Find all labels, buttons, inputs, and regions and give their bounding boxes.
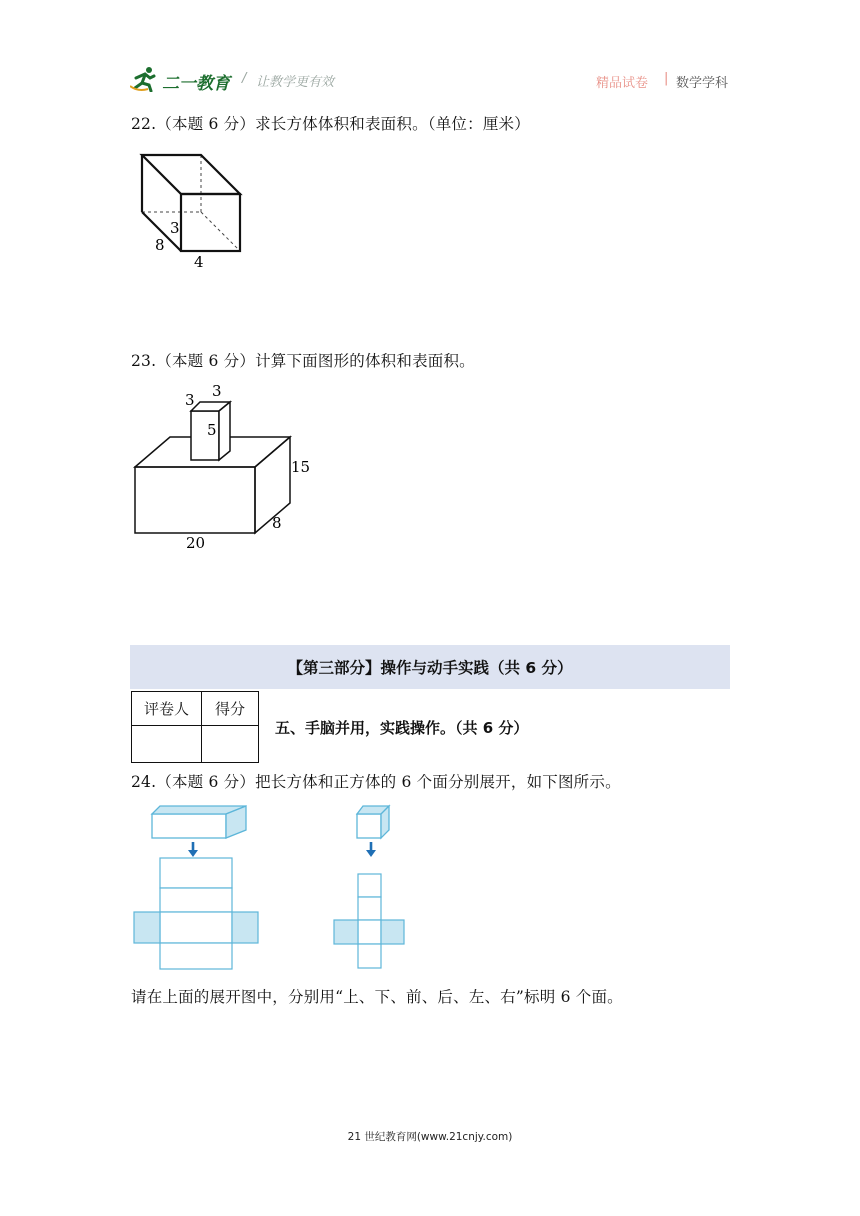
cube-net xyxy=(334,874,404,968)
grader-header-score: 得分 xyxy=(202,692,259,726)
cube-3d xyxy=(357,806,389,838)
arrow-down-icon xyxy=(366,842,376,857)
q23-label-small-left: 3 xyxy=(185,391,195,409)
cuboid-3d xyxy=(152,806,246,838)
grader-table xyxy=(131,691,259,763)
question-23-text: 23.（本题 6 分）计算下面图形的体积和表面积。 xyxy=(131,352,475,370)
q23-label-small-top: 3 xyxy=(212,382,222,400)
q24-nets-figure xyxy=(130,800,420,975)
question-22-text: 22.（本题 6 分）求长方体体积和表面积。（单位：厘米） xyxy=(131,115,530,133)
part-5-title: 五、手脑并用，实践操作。（共 6 分） xyxy=(275,719,529,737)
footer-text: 21 世纪教育网(www.21cnjy.com) xyxy=(347,1131,513,1143)
q23-label-big-depth: 8 xyxy=(272,514,282,532)
section-3-title: 【第三部分】操作与动手实践（共 6 分） xyxy=(287,659,573,677)
question-24-instruction: 请在上面的展开图中，分别用“上、下、前、后、左、右”标明 6 个面。 xyxy=(131,988,623,1006)
subject-text: 数学学科 xyxy=(676,76,729,91)
arrow-down-icon xyxy=(188,842,198,857)
runner-logo-icon xyxy=(130,66,158,92)
badge-text: 精品试卷 xyxy=(596,76,649,91)
cuboid-net xyxy=(134,858,258,969)
q23-label-small-height: 5 xyxy=(207,421,217,439)
grader-score-cell[interactable] xyxy=(202,726,259,763)
q22-cuboid-figure xyxy=(132,150,252,270)
q22-label-height: 3 xyxy=(170,219,180,237)
logo-text: 二一教育 xyxy=(162,74,230,94)
slash-separator: / xyxy=(242,71,247,86)
question-24-text: 24.（本题 6 分）把长方体和正方体的 6 个面分别展开，如下图所示。 xyxy=(131,773,621,791)
grader-reviewer-cell[interactable] xyxy=(132,726,202,763)
header-separator: | xyxy=(664,71,669,86)
q23-composite-figure xyxy=(130,380,320,555)
header xyxy=(130,62,730,98)
q23-label-big-height: 15 xyxy=(291,458,311,476)
grader-header-reviewer: 评卷人 xyxy=(132,692,202,726)
q22-label-width: 4 xyxy=(194,253,204,270)
q22-label-depth: 8 xyxy=(155,236,165,254)
section-3-header xyxy=(130,645,730,689)
slogan: 让教学更有效 xyxy=(256,75,335,90)
q23-label-big-length: 20 xyxy=(186,534,206,552)
